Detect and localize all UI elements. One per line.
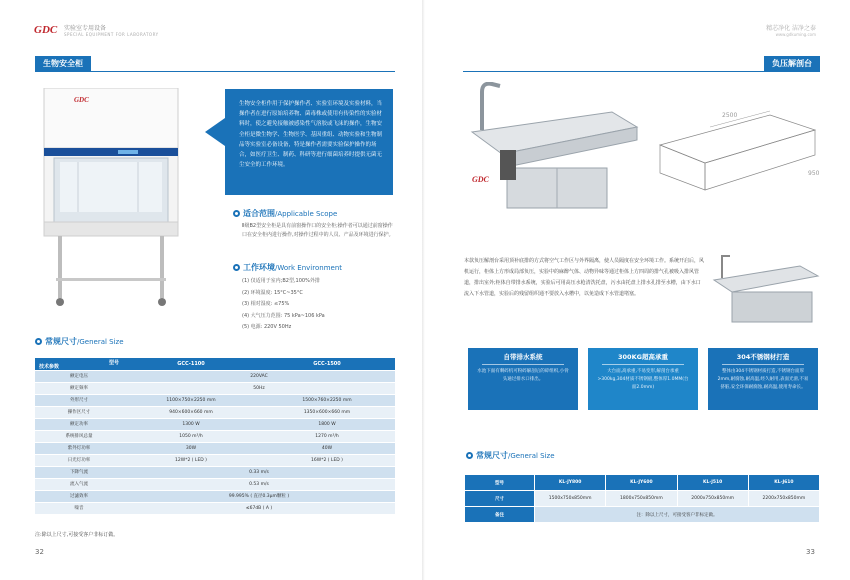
svg-text:950: 950 (808, 170, 820, 177)
description-pointer (205, 118, 225, 146)
cell: 1350×600×660 mm (259, 406, 395, 418)
header-cell: KL-J610 (748, 475, 819, 491)
autopsy-table-photo (710, 252, 820, 327)
feature-card (468, 348, 578, 410)
table-note: 注:除以上尺寸,可接受客户非标订做。 (35, 532, 119, 538)
slogan: 精芯净化 洁净之泰 (766, 25, 816, 32)
environment-heading (233, 262, 342, 273)
header-cell: KL-J510 (677, 475, 748, 491)
row-label: 外形尺寸 (35, 394, 123, 406)
feature-title: 自带排水系统 (482, 352, 564, 365)
table-row (35, 394, 395, 406)
size-title-cn: 常规尺寸 (45, 337, 77, 346)
table-row (35, 370, 395, 382)
feature-text: 水池下面有剩碎机可粉碎解剖后的碎组织,小骨头通过排水口排出。 (477, 369, 569, 382)
row-label: 操作区尺寸 (35, 406, 123, 418)
feature-text: 大台面,高承重,不易变形,解剖台承重>300kg,304材质不锈钢板,整体厚1.0MM(台面2.0mm) (597, 369, 689, 390)
cell: 1500x750x850mm (535, 491, 606, 507)
size-title-en: /General Size (508, 452, 555, 460)
row-label: 下降气流 (35, 466, 123, 478)
env-item: (2) 环境温度: 15°C~35°C (242, 289, 303, 296)
autopsy-table-drawing (650, 95, 820, 225)
size-heading (35, 336, 124, 347)
svg-text:GDC: GDC (472, 175, 489, 184)
table-row (35, 466, 395, 478)
env-title-cn: 工作环境 (243, 263, 275, 272)
header-cell: KL-JY800 (535, 475, 606, 491)
autopsy-spec-table (464, 474, 820, 523)
cell: 1100×750×2250 mm (123, 394, 259, 406)
svg-text:GDC: GDC (34, 24, 58, 36)
table-row (465, 507, 820, 523)
row-label: 紫外灯功率 (35, 442, 123, 454)
feature-text: 整体由304不锈钢材质打造,不锈钢台面厚2mm,耐腐蚀,耐高温,经久耐用,表面光滑,不易挤脏,安全环保耐腐蚀,耐高温,使用寿命长。 (717, 369, 809, 390)
section-title-biosafety: 生物安全柜 (35, 56, 91, 72)
env-title-en: /Work Environment (275, 264, 343, 272)
brand-tagline: SPECIAL EQUIPMENT FOR LABORATORY (64, 32, 159, 37)
header-cell: KL-JY600 (606, 475, 677, 491)
env-item: (3) 相对湿度: ≤75% (242, 301, 290, 307)
biosafety-cabinet-image (38, 88, 183, 308)
header-cell: GCC-1100 (123, 358, 259, 370)
table-row (35, 490, 395, 502)
scope-title-en: /Applicable Scope (275, 210, 338, 218)
cell: 2200x750x850mm (748, 491, 819, 507)
row-label: 流入气流 (35, 478, 123, 490)
cell: 1300 W (123, 418, 259, 430)
table-row (35, 442, 395, 454)
website: www.gdkuming.com (775, 32, 816, 37)
header-cell: 型号 (465, 475, 535, 491)
env-item: (1) 仅适用于室内;B2型,100%外排 (242, 278, 320, 284)
table-header-row (465, 475, 820, 491)
cell: 50Hz (123, 382, 395, 394)
svg-text:GDC: GDC (74, 96, 89, 104)
scope-heading (233, 208, 337, 219)
row-label: 日光灯功率 (35, 454, 123, 466)
svg-text:2500: 2500 (722, 112, 738, 119)
bullet-icon (466, 452, 473, 459)
bullet-icon (233, 264, 240, 271)
cell: 940×600×660 mm (123, 406, 259, 418)
cell: 2000x750x850mm (677, 491, 748, 507)
cell: 220VAC (123, 370, 395, 382)
table-row (35, 502, 395, 514)
cell: ≤67dB ( A ) (123, 502, 395, 514)
brand-name: 实验室专用设备 (64, 25, 107, 32)
page-number: 32 (35, 548, 44, 556)
size-heading (466, 450, 555, 461)
row-label: 系统排风总量 (35, 430, 123, 442)
feature-card (708, 348, 818, 410)
cell: 1500×760×2250 mm (259, 394, 395, 406)
row-label: 额定频率 (35, 382, 123, 394)
table-row (465, 491, 820, 507)
bullet-icon (233, 210, 240, 217)
cell: 注：除以上尺寸，可接受客户非标定做。 (535, 507, 820, 523)
section-title-autopsy: 负压解剖台 (764, 56, 820, 72)
scope-text: Ⅱ级B2型安全柜是具有前窗操作口的安全柜;操作者可以通过前窗操作口在安全柜内进行操作,对操作过程中的人员、产品及环境进行保护。 (242, 223, 394, 238)
table-row (35, 406, 395, 418)
cell: 16W*2 ( LED ) (259, 454, 395, 466)
table-header-row (35, 358, 395, 370)
row-label: 过滤效率 (35, 490, 123, 502)
product-description: 生物安全柜作用于保护操作者、实验室环境及实验材料，当操作者在进行原始培养物、菌毒株或使用有传染性的实验材料时，使之避免接触被感染性气溶胶或飞沫的操作，生物安全柜是微生物学、生物医学、基因重组、动物实验和生物制品等实验室必备设备，特是操作者需要实验保护操作的场合，如医疗卫生、制药、科研等进行细菌培养时提供无菌无尘安全的工作环境。 (225, 89, 393, 195)
size-title-cn: 常规尺寸 (476, 451, 508, 460)
table-row (35, 454, 395, 466)
cell: 0.33 m/s (123, 466, 395, 478)
scope-title-cn: 适合范围 (243, 209, 275, 218)
cell: 30W (123, 442, 259, 454)
row-label: 尺寸 (465, 491, 535, 507)
cell: 1800x750x850mm (606, 491, 677, 507)
cell: 1270 m³/h (259, 430, 395, 442)
page-number: 33 (806, 548, 815, 556)
cell: 1050 m³/h (123, 430, 259, 442)
table-row (35, 382, 395, 394)
cell: 12W*2 ( LED ) (123, 454, 259, 466)
size-title-en: /General Size (77, 338, 124, 346)
row-label: 额定电压 (35, 370, 123, 382)
environment-list (242, 276, 325, 334)
brand-logo (34, 22, 58, 36)
table-row (35, 430, 395, 442)
env-item: (4) 大气压力范围: 75 kPa~106 kPa (242, 312, 325, 319)
autopsy-table-image (462, 82, 642, 212)
cell: 0.53 m/s (123, 478, 395, 490)
table-row (35, 418, 395, 430)
row-label: 备注 (465, 507, 535, 523)
header-cell: GCC-1500 (259, 358, 395, 370)
header-cell: 技术参数 型号 (35, 358, 123, 370)
feature-title: 300KG超高承重 (602, 352, 684, 365)
row-label: 噪音 (35, 502, 123, 514)
row-label: 额定功率 (35, 418, 123, 430)
cell: 99.995% ( 直径0.3μm颗粒 ) (123, 490, 395, 502)
biosafety-spec-table (35, 358, 395, 515)
cell: 40W (259, 442, 395, 454)
env-item: (5) 电源: 220V 50Hz (242, 324, 292, 330)
feature-card (588, 348, 698, 410)
cell: 1800 W (259, 418, 395, 430)
bullet-icon (35, 338, 42, 345)
section-rule (35, 71, 395, 72)
table-row (35, 478, 395, 490)
autopsy-intro: 本款负压解剖台采用顶补底排的方式将空气工作区与外界隔离，使人员隔度在安全环境工作。系统开启后，风机运行，柜体上方形成局部负压，实验中的麻醉气体、动物异味等通过柜体上方四周的排气孔被吸入排风管道，排出室外;柜体自带排水系统，实验后可用高压水枪清洗托盘，污水由托盘上排水孔排至水槽，由下水口流入下水管道，实验后的残留组织通不要放入水槽中，以免造成下水管道堵塞。 (464, 258, 705, 297)
feature-title: 304不锈钢材打造 (722, 352, 804, 365)
